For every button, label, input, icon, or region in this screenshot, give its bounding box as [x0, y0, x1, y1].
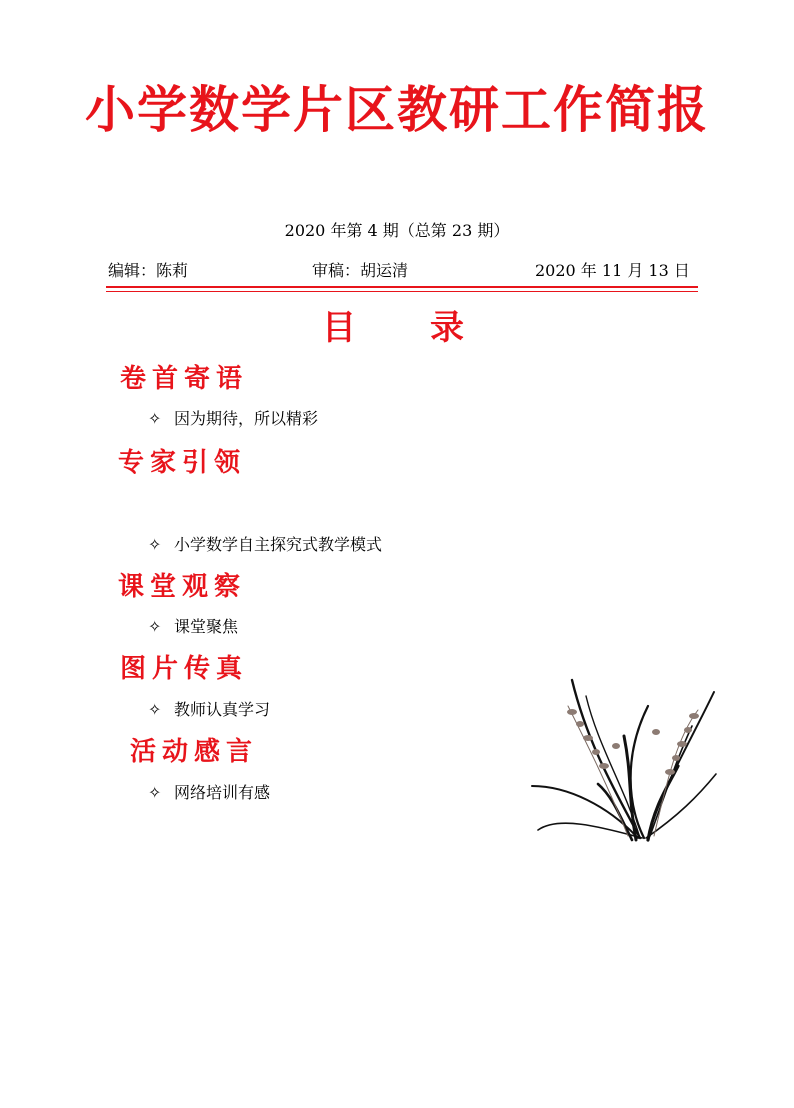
toc-heading-char: 目	[322, 308, 356, 348]
toc-entry-label: 小学数学自主探究式教学模式	[174, 535, 383, 554]
header-rule-thin	[106, 291, 698, 292]
toc-entry[interactable]	[148, 780, 270, 803]
section-title-activity-reflections: 活动感言	[130, 737, 259, 767]
toc-entry-label: 因为期待，所以精彩	[174, 409, 319, 428]
header-rule-thick	[106, 286, 698, 288]
toc-entry[interactable]	[148, 406, 318, 429]
toc-entry[interactable]	[148, 697, 270, 720]
reviewer-label: 审稿：胡运清	[312, 261, 409, 280]
toc-heading-char: 录	[430, 308, 464, 348]
issue-line: 2020 年第 4 期（总第 23 期）	[284, 221, 510, 240]
bullet-star-icon: ✧	[148, 700, 162, 719]
editor-label: 编辑：陈莉	[108, 261, 189, 280]
section-title-foreword: 卷首寄语	[120, 364, 249, 394]
toc-heading	[0, 300, 794, 346]
orchid-illustration	[528, 676, 718, 844]
bullet-star-icon: ✧	[148, 783, 162, 802]
toc-entry[interactable]	[148, 614, 238, 637]
bullet-star-icon: ✧	[148, 617, 162, 636]
bullet-star-icon: ✧	[148, 535, 162, 554]
page-title: 小学数学片区教研工作简报	[85, 81, 709, 139]
section-title-classroom-observation: 课堂观察	[118, 572, 247, 602]
section-title-photo-news: 图片传真	[120, 654, 249, 684]
toc-entry-label: 教师认真学习	[174, 700, 271, 719]
toc-entry[interactable]	[148, 532, 382, 555]
toc-entry-label: 网络培训有感	[174, 783, 271, 802]
toc-entry-label: 课堂聚焦	[174, 617, 239, 636]
bullet-star-icon: ✧	[148, 409, 162, 428]
section-title-expert-guidance: 专家引领	[118, 448, 247, 478]
publish-date: 2020 年 11 月 13 日	[535, 261, 690, 280]
